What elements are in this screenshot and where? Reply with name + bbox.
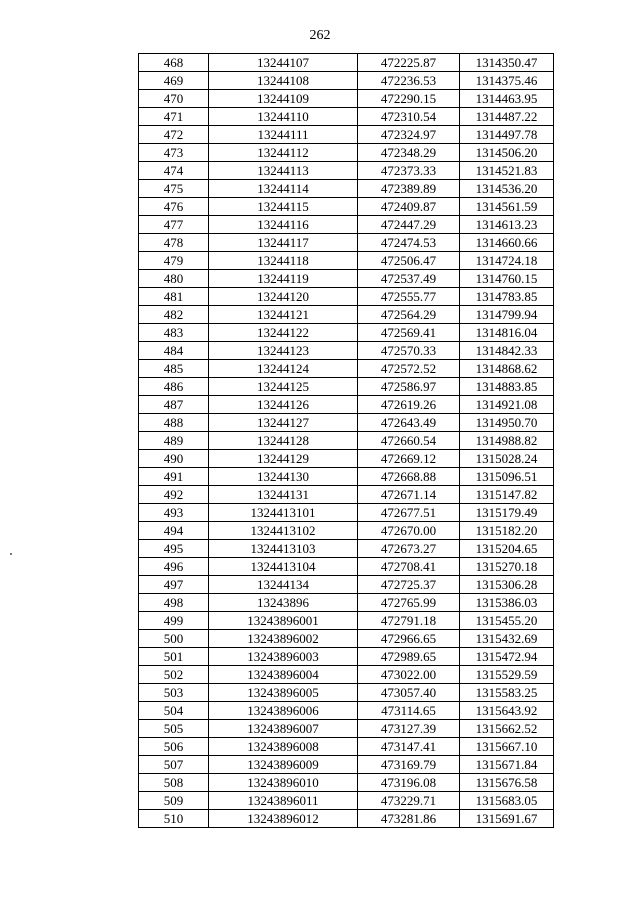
- cell-x: 472791.18: [358, 612, 460, 630]
- cell-y: 1315671.84: [460, 756, 554, 774]
- table-row: [139, 162, 554, 180]
- cell-y: 1314783.85: [460, 288, 554, 306]
- table-row: [139, 774, 554, 792]
- cell-point-id: 13244121: [209, 306, 358, 324]
- cell-x: 473127.39: [358, 720, 460, 738]
- cell-index: 483: [139, 324, 209, 342]
- cell-index: 486: [139, 378, 209, 396]
- cell-y: 1315472.94: [460, 648, 554, 666]
- cell-point-id: 13244120: [209, 288, 358, 306]
- cell-y: 1315667.10: [460, 738, 554, 756]
- cell-index: 473: [139, 144, 209, 162]
- cell-y: 1314463.95: [460, 90, 554, 108]
- cell-point-id: 13243896004: [209, 666, 358, 684]
- cell-point-id: 13243896001: [209, 612, 358, 630]
- cell-index: 468: [139, 54, 209, 72]
- cell-index: 471: [139, 108, 209, 126]
- cell-x: 472373.33: [358, 162, 460, 180]
- cell-index: 500: [139, 630, 209, 648]
- cell-index: 507: [139, 756, 209, 774]
- cell-point-id: 13244109: [209, 90, 358, 108]
- cell-point-id: 13243896008: [209, 738, 358, 756]
- cell-point-id: 13244111: [209, 126, 358, 144]
- cell-index: 484: [139, 342, 209, 360]
- table-row: [139, 432, 554, 450]
- table-row: [139, 648, 554, 666]
- cell-y: 1314561.59: [460, 198, 554, 216]
- cell-point-id: 13244127: [209, 414, 358, 432]
- cell-y: 1315432.69: [460, 630, 554, 648]
- cell-y: 1315455.20: [460, 612, 554, 630]
- cell-x: 472586.97: [358, 378, 460, 396]
- cell-point-id: 1324413103: [209, 540, 358, 558]
- table-row: [139, 540, 554, 558]
- cell-point-id: 13244118: [209, 252, 358, 270]
- table-row: [139, 810, 554, 828]
- cell-index: 493: [139, 504, 209, 522]
- cell-y: 1314497.78: [460, 126, 554, 144]
- cell-point-id: 13244126: [209, 396, 358, 414]
- cell-index: 510: [139, 810, 209, 828]
- cell-index: 509: [139, 792, 209, 810]
- cell-x: 472670.00: [358, 522, 460, 540]
- cell-point-id: 13243896005: [209, 684, 358, 702]
- table-row: [139, 450, 554, 468]
- cell-x: 473196.08: [358, 774, 460, 792]
- cell-y: 1314506.20: [460, 144, 554, 162]
- cell-y: 1315691.67: [460, 810, 554, 828]
- table-row: [139, 378, 554, 396]
- cell-index: 477: [139, 216, 209, 234]
- table-row: [139, 270, 554, 288]
- cell-y: 1315386.03: [460, 594, 554, 612]
- cell-y: 1315676.58: [460, 774, 554, 792]
- cell-point-id: 13243896006: [209, 702, 358, 720]
- page-number: 262: [309, 28, 331, 43]
- cell-point-id: 1324413104: [209, 558, 358, 576]
- cell-y: 1315529.59: [460, 666, 554, 684]
- table-row: [139, 486, 554, 504]
- cell-x: 472225.87: [358, 54, 460, 72]
- table-row: [139, 342, 554, 360]
- cell-index: 470: [139, 90, 209, 108]
- cell-point-id: 1324413101: [209, 504, 358, 522]
- table-row: [139, 234, 554, 252]
- cell-x: 472708.41: [358, 558, 460, 576]
- cell-y: 1314760.15: [460, 270, 554, 288]
- cell-x: 473169.79: [358, 756, 460, 774]
- cell-point-id: 13244115: [209, 198, 358, 216]
- cell-y: 1314521.83: [460, 162, 554, 180]
- cell-y: 1314487.22: [460, 108, 554, 126]
- cell-x: 472619.26: [358, 396, 460, 414]
- cell-x: 473281.86: [358, 810, 460, 828]
- table-row: [139, 576, 554, 594]
- cell-point-id: 1324413102: [209, 522, 358, 540]
- cell-point-id: 13244129: [209, 450, 358, 468]
- cell-x: 473229.71: [358, 792, 460, 810]
- table-row: [139, 504, 554, 522]
- cell-x: 472506.47: [358, 252, 460, 270]
- cell-point-id: 13243896012: [209, 810, 358, 828]
- cell-point-id: 13244108: [209, 72, 358, 90]
- cell-y: 1315583.25: [460, 684, 554, 702]
- cell-x: 472989.65: [358, 648, 460, 666]
- cell-point-id: 13244107: [209, 54, 358, 72]
- cell-x: 472671.14: [358, 486, 460, 504]
- table-row: [139, 306, 554, 324]
- table-row: [139, 180, 554, 198]
- cell-y: 1314868.62: [460, 360, 554, 378]
- cell-point-id: 13243896010: [209, 774, 358, 792]
- cell-point-id: 13244122: [209, 324, 358, 342]
- margin-mark: [10, 553, 12, 555]
- table-row: [139, 126, 554, 144]
- table-row: [139, 54, 554, 72]
- cell-index: 479: [139, 252, 209, 270]
- cell-x: 472564.29: [358, 306, 460, 324]
- cell-y: 1314799.94: [460, 306, 554, 324]
- cell-index: 502: [139, 666, 209, 684]
- cell-index: 497: [139, 576, 209, 594]
- table-row: [139, 702, 554, 720]
- table-row: [139, 396, 554, 414]
- table-row: [139, 252, 554, 270]
- cell-x: 473147.41: [358, 738, 460, 756]
- cell-x: 473114.65: [358, 702, 460, 720]
- cell-x: 472966.65: [358, 630, 460, 648]
- cell-x: 472669.12: [358, 450, 460, 468]
- cell-x: 472569.41: [358, 324, 460, 342]
- cell-y: 1314816.04: [460, 324, 554, 342]
- cell-point-id: 13243896011: [209, 792, 358, 810]
- cell-point-id: 13243896002: [209, 630, 358, 648]
- cell-point-id: 13243896009: [209, 756, 358, 774]
- table-row: [139, 756, 554, 774]
- cell-point-id: 13243896007: [209, 720, 358, 738]
- cell-point-id: 13244110: [209, 108, 358, 126]
- cell-point-id: 13244134: [209, 576, 358, 594]
- table-row: [139, 792, 554, 810]
- cell-index: 469: [139, 72, 209, 90]
- cell-x: 472324.97: [358, 126, 460, 144]
- cell-y: 1314842.33: [460, 342, 554, 360]
- cell-x: 472668.88: [358, 468, 460, 486]
- table-row: [139, 414, 554, 432]
- cell-index: 494: [139, 522, 209, 540]
- cell-x: 472310.54: [358, 108, 460, 126]
- table-row: [139, 720, 554, 738]
- cell-y: 1314660.66: [460, 234, 554, 252]
- cell-index: 498: [139, 594, 209, 612]
- cell-x: 472555.77: [358, 288, 460, 306]
- table-row: [139, 216, 554, 234]
- table-row: [139, 90, 554, 108]
- cell-y: 1314724.18: [460, 252, 554, 270]
- cell-y: 1315179.49: [460, 504, 554, 522]
- cell-y: 1315147.82: [460, 486, 554, 504]
- table-row: [139, 738, 554, 756]
- cell-x: 473022.00: [358, 666, 460, 684]
- cell-y: 1314375.46: [460, 72, 554, 90]
- cell-y: 1315270.18: [460, 558, 554, 576]
- table-row: [139, 612, 554, 630]
- cell-x: 472537.49: [358, 270, 460, 288]
- cell-y: 1315683.05: [460, 792, 554, 810]
- cell-index: 481: [139, 288, 209, 306]
- cell-index: 506: [139, 738, 209, 756]
- table-body: [139, 54, 554, 828]
- cell-index: 499: [139, 612, 209, 630]
- cell-index: 487: [139, 396, 209, 414]
- table-row: [139, 108, 554, 126]
- cell-index: 472: [139, 126, 209, 144]
- cell-y: 1315096.51: [460, 468, 554, 486]
- cell-x: 472236.53: [358, 72, 460, 90]
- cell-point-id: 13244131: [209, 486, 358, 504]
- cell-x: 472643.49: [358, 414, 460, 432]
- cell-x: 472660.54: [358, 432, 460, 450]
- cell-point-id: 13244113: [209, 162, 358, 180]
- table-row: [139, 360, 554, 378]
- cell-index: 476: [139, 198, 209, 216]
- cell-x: 472290.15: [358, 90, 460, 108]
- cell-x: 472409.87: [358, 198, 460, 216]
- cell-index: 501: [139, 648, 209, 666]
- cell-y: 1314988.82: [460, 432, 554, 450]
- cell-y: 1314536.20: [460, 180, 554, 198]
- cell-index: 489: [139, 432, 209, 450]
- cell-point-id: 13244117: [209, 234, 358, 252]
- cell-y: 1314950.70: [460, 414, 554, 432]
- cell-index: 504: [139, 702, 209, 720]
- cell-index: 474: [139, 162, 209, 180]
- cell-index: 480: [139, 270, 209, 288]
- cell-index: 508: [139, 774, 209, 792]
- cell-point-id: 13243896003: [209, 648, 358, 666]
- cell-y: 1315643.92: [460, 702, 554, 720]
- cell-index: 490: [139, 450, 209, 468]
- coordinates-table: [138, 53, 554, 828]
- cell-point-id: 13243896: [209, 594, 358, 612]
- cell-index: 492: [139, 486, 209, 504]
- table-row: [139, 468, 554, 486]
- table-row: [139, 666, 554, 684]
- cell-x: 472348.29: [358, 144, 460, 162]
- cell-point-id: 13244123: [209, 342, 358, 360]
- cell-index: 503: [139, 684, 209, 702]
- cell-x: 472673.27: [358, 540, 460, 558]
- cell-x: 472570.33: [358, 342, 460, 360]
- table-row: [139, 558, 554, 576]
- table-row: [139, 630, 554, 648]
- cell-index: 478: [139, 234, 209, 252]
- table-row: [139, 288, 554, 306]
- cell-point-id: 13244114: [209, 180, 358, 198]
- table-row: [139, 144, 554, 162]
- table-row: [139, 72, 554, 90]
- cell-index: 488: [139, 414, 209, 432]
- cell-x: 472447.29: [358, 216, 460, 234]
- cell-x: 472389.89: [358, 180, 460, 198]
- cell-x: 472725.37: [358, 576, 460, 594]
- cell-point-id: 13244125: [209, 378, 358, 396]
- cell-y: 1315662.52: [460, 720, 554, 738]
- cell-index: 475: [139, 180, 209, 198]
- cell-point-id: 13244128: [209, 432, 358, 450]
- cell-x: 473057.40: [358, 684, 460, 702]
- cell-point-id: 13244112: [209, 144, 358, 162]
- cell-index: 482: [139, 306, 209, 324]
- cell-point-id: 13244130: [209, 468, 358, 486]
- cell-y: 1314883.85: [460, 378, 554, 396]
- cell-y: 1315306.28: [460, 576, 554, 594]
- cell-index: 496: [139, 558, 209, 576]
- table-row: [139, 684, 554, 702]
- cell-y: 1314350.47: [460, 54, 554, 72]
- cell-y: 1315204.65: [460, 540, 554, 558]
- cell-y: 1315182.20: [460, 522, 554, 540]
- table-row: [139, 594, 554, 612]
- cell-index: 491: [139, 468, 209, 486]
- cell-index: 505: [139, 720, 209, 738]
- cell-x: 472572.52: [358, 360, 460, 378]
- cell-x: 472677.51: [358, 504, 460, 522]
- table-row: [139, 198, 554, 216]
- cell-y: 1314921.08: [460, 396, 554, 414]
- cell-point-id: 13244116: [209, 216, 358, 234]
- cell-x: 472474.53: [358, 234, 460, 252]
- cell-y: 1314613.23: [460, 216, 554, 234]
- cell-point-id: 13244124: [209, 360, 358, 378]
- cell-point-id: 13244119: [209, 270, 358, 288]
- cell-x: 472765.99: [358, 594, 460, 612]
- cell-y: 1315028.24: [460, 450, 554, 468]
- cell-index: 495: [139, 540, 209, 558]
- table-row: [139, 522, 554, 540]
- cell-index: 485: [139, 360, 209, 378]
- table-row: [139, 324, 554, 342]
